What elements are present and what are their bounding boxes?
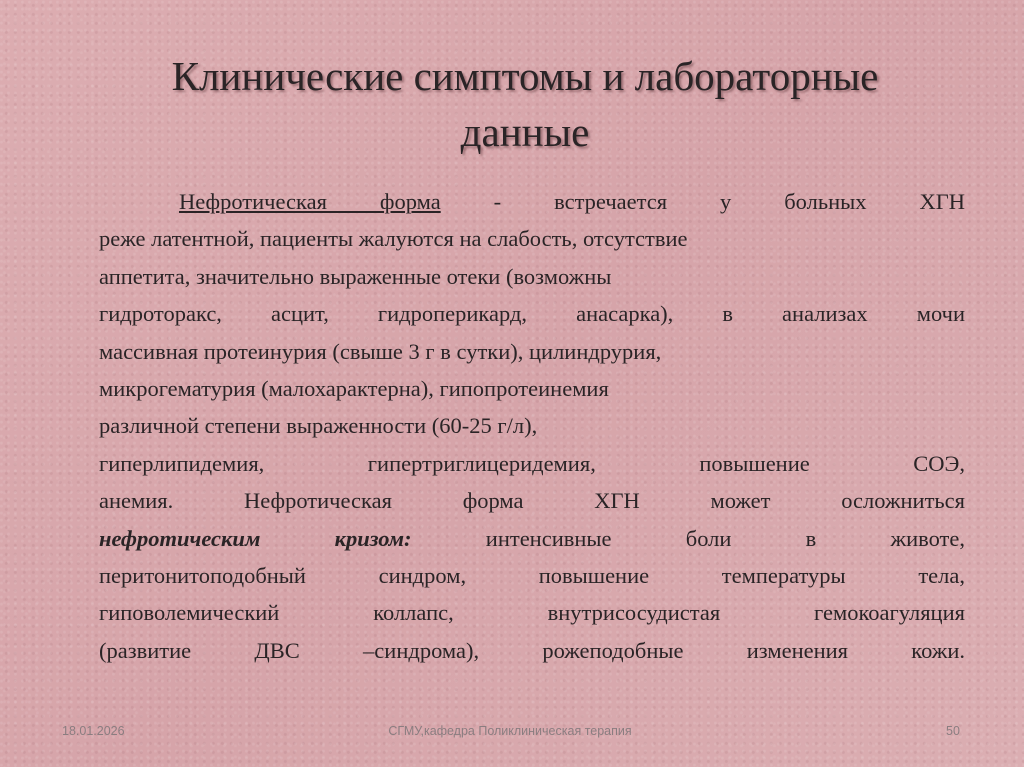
body-line-4: гидроторакс, асцит, гидроперикард, анасарка), в анализах мочи <box>99 301 965 327</box>
body-line-10 <box>99 520 965 557</box>
slide-title <box>60 48 990 160</box>
slide-title-line-2: данные <box>460 109 590 155</box>
body-line-2: реже латентной, пациенты жалуются на слабость, отсутствие <box>99 226 688 252</box>
body-line-11: перитонитоподобный синдром, повышение температуры тела, <box>99 563 965 589</box>
term-nephrotic-crisis: нефротическим кризом: <box>99 525 412 551</box>
body-line-8: гиперлипидемия, гипертриглицеридемия, повышение СОЭ, <box>99 450 965 476</box>
body-line-10-rest: интенсивные боли в животе, <box>411 525 965 551</box>
body-line-5: массивная протеинурия (свыше 3 г в сутки), цилиндрурия, <box>99 338 662 364</box>
term-nephrotic-form: Нефротическая форма <box>179 189 441 214</box>
slide-title-line-1: Клинические симптомы и лабораторные <box>171 53 879 99</box>
body-line-1-rest: - встречается у больных ХГН <box>440 189 965 214</box>
body-line-6: микрогематурия (малохарактерна), гипопротеинемия <box>99 376 609 402</box>
footer-department: СГМУ,кафедра Поликлиническая терапия <box>388 724 632 738</box>
footer-date: 18.01.2026 <box>62 724 125 738</box>
body-line-9: анемия. Нефротическая форма ХГН может осложниться <box>99 488 965 514</box>
slide-body-text <box>99 183 965 669</box>
footer-page-number: 50 <box>946 724 960 738</box>
body-line-12: гиповолемический коллапс, внутрисосудистая гемокоагуляция <box>99 600 965 626</box>
body-line-1 <box>99 183 965 220</box>
body-line-7: различной степени выраженности (60-25 г/л), <box>99 413 538 439</box>
body-line-13: (развитие ДВС –синдрома), рожеподобные изменения кожи. <box>99 637 965 663</box>
body-line-3: аппетита, значительно выраженные отеки (возможны <box>99 263 612 289</box>
